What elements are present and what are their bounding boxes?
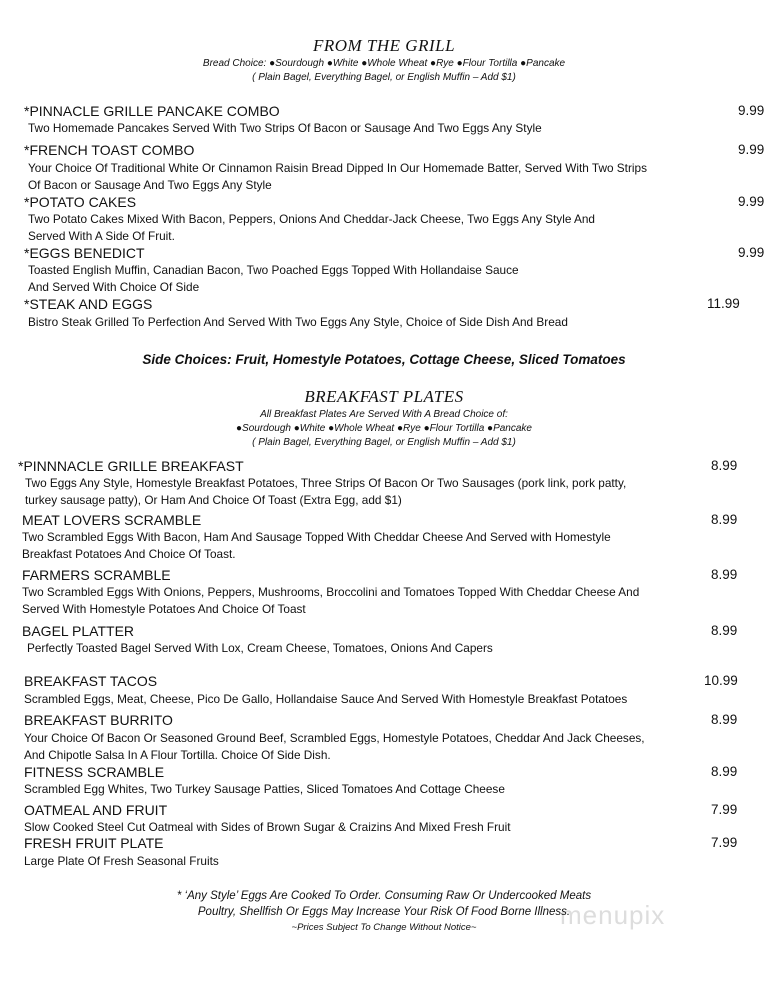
item-price: 7.99 (711, 802, 738, 817)
item-desc: Toasted English Muffin, Canadian Bacon, Two Poached Eggs Topped With Hollandaise Sauce (28, 263, 519, 277)
item-desc: And Chipotle Salsa In A Flour Tortilla. Choice Of Side Dish. (24, 748, 331, 762)
item-desc: Your Choice Of Traditional White Or Cinnamon Raisin Bread Dipped In Our Homemade Batter, Served With Two Strips (28, 161, 647, 175)
item-price: 9.99 (738, 103, 765, 118)
item-desc: Perfectly Toasted Bagel Served With Lox, Cream Cheese, Tomatoes, Onions And Capers (27, 641, 493, 655)
item-price: 8.99 (711, 764, 738, 779)
item-name: FRESH FRUIT PLATE (24, 835, 164, 851)
item-name: BREAKFAST TACOS (24, 673, 158, 689)
item-desc: And Served With Choice Of Side (28, 280, 200, 294)
item-desc: Served With Homestyle Potatoes And Choice Of Toast (22, 602, 306, 616)
side-choices: Side Choices: Fruit, Homestyle Potatoes, Cottage Cheese, Sliced Tomatoes (142, 352, 626, 367)
item-name: *PINNNACLE GRILLE BREAKFAST (18, 458, 244, 474)
footer-disclaimer: Poultry, Shellfish Or Eggs May Increase Your Risk Of Food Borne Illness. (197, 906, 571, 918)
item-price: 9.99 (738, 194, 765, 209)
item-name: OATMEAL AND FRUIT (24, 802, 168, 818)
item-name: FARMERS SCRAMBLE (22, 567, 171, 583)
item-desc: Your Choice Of Bacon Or Seasoned Ground Beef, Scrambled Eggs, Homestyle Potatoes, Cheddar And Jack Cheeses, (24, 731, 645, 745)
section-title-plates: BREAKFAST PLATES (304, 387, 464, 406)
item-name: MEAT LOVERS SCRAMBLE (22, 512, 202, 528)
item-desc: Bistro Steak Grilled To Perfection And Served With Two Eggs Any Style, Choice of Side Dish And Bread (28, 315, 568, 329)
item-price: 8.99 (711, 712, 738, 727)
item-desc: Served With A Side Of Fruit. (28, 229, 175, 243)
item-desc: Large Plate Of Fresh Seasonal Fruits (24, 854, 219, 868)
item-name: *STEAK AND EGGS (24, 296, 153, 312)
footer-disclaimer: * ‘Any Style’ Eggs Are Cooked To Order. Consuming Raw Or Undercooked Meats (176, 890, 592, 902)
grill-bread-choice: Bread Choice: ●Sourdough ●White ●Whole Wheat ●Rye ●Flour Tortilla ●Pancake (202, 58, 566, 69)
item-price: 9.99 (738, 245, 765, 260)
item-price: 7.99 (711, 835, 738, 850)
item-desc: Two Homemade Pancakes Served With Two Strips Of Bacon or Sausage And Two Eggs Any Style (28, 121, 542, 135)
item-desc: Two Potato Cakes Mixed With Bacon, Peppers, Onions And Cheddar-Jack Cheese, Two Eggs Any Style And (28, 212, 595, 226)
item-desc: Breakfast Potatoes And Choice Of Toast. (22, 547, 236, 561)
item-price: 8.99 (711, 623, 738, 638)
footer-prices-note: ~Prices Subject To Change Without Notice~ (291, 922, 477, 933)
item-desc: Of Bacon or Sausage And Two Eggs Any Style (28, 178, 272, 192)
grill-addon: ( Plain Bagel, Everything Bagel, or English Muffin – Add $1) (252, 72, 516, 83)
item-desc: turkey sausage patty), Or Ham And Choice Of Toast (Extra Egg, add $1) (25, 493, 402, 507)
item-name: BAGEL PLATTER (22, 623, 135, 639)
item-desc: Two Eggs Any Style, Homestyle Breakfast Potatoes, Three Strips Of Bacon Or Two Sausages (pork link, pork patty, (25, 476, 627, 490)
plates-addon: ( Plain Bagel, Everything Bagel, or English Muffin – Add $1) (252, 437, 516, 448)
item-price: 8.99 (711, 512, 738, 527)
item-name: FITNESS SCRAMBLE (24, 764, 165, 780)
item-price: 11.99 (707, 296, 740, 311)
item-price: 9.99 (738, 142, 765, 157)
item-desc: Two Scrambled Eggs With Onions, Peppers, Mushrooms, Broccolini and Tomatoes Topped With Cheddar Cheese And (22, 585, 640, 599)
item-name: *PINNACLE GRILLE PANCAKE COMBO (24, 103, 280, 119)
item-desc: Scrambled Egg Whites, Two Turkey Sausage Patties, Sliced Tomatoes And Cottage Cheese (24, 782, 505, 796)
item-price: 10.99 (704, 673, 738, 688)
plates-bread-choice: ●Sourdough ●White ●Whole Wheat ●Rye ●Flour Tortilla ●Pancake (236, 423, 532, 434)
item-name: *EGGS BENEDICT (24, 245, 145, 261)
item-price: 8.99 (711, 567, 738, 582)
item-price: 8.99 (711, 458, 738, 473)
item-name: *POTATO CAKES (24, 194, 137, 210)
section-title-grill: FROM THE GRILL (312, 36, 456, 55)
item-desc: Two Scrambled Eggs With Bacon, Ham And Sausage Topped With Cheddar Cheese And Served with Homestyle (22, 530, 611, 544)
plates-intro: All Breakfast Plates Are Served With A Bread Choice of: (260, 409, 508, 420)
item-name: BREAKFAST BURRITO (24, 712, 173, 728)
item-name: *FRENCH TOAST COMBO (24, 142, 195, 158)
item-desc: Slow Cooked Steel Cut Oatmeal with Sides of Brown Sugar & Craizins And Mixed Fresh Fruit (24, 820, 511, 834)
watermark: menupix (560, 900, 666, 930)
item-desc: Scrambled Eggs, Meat, Cheese, Pico De Gallo, Hollandaise Sauce And Served With Homestyle Breakfast Potatoes (24, 692, 628, 706)
